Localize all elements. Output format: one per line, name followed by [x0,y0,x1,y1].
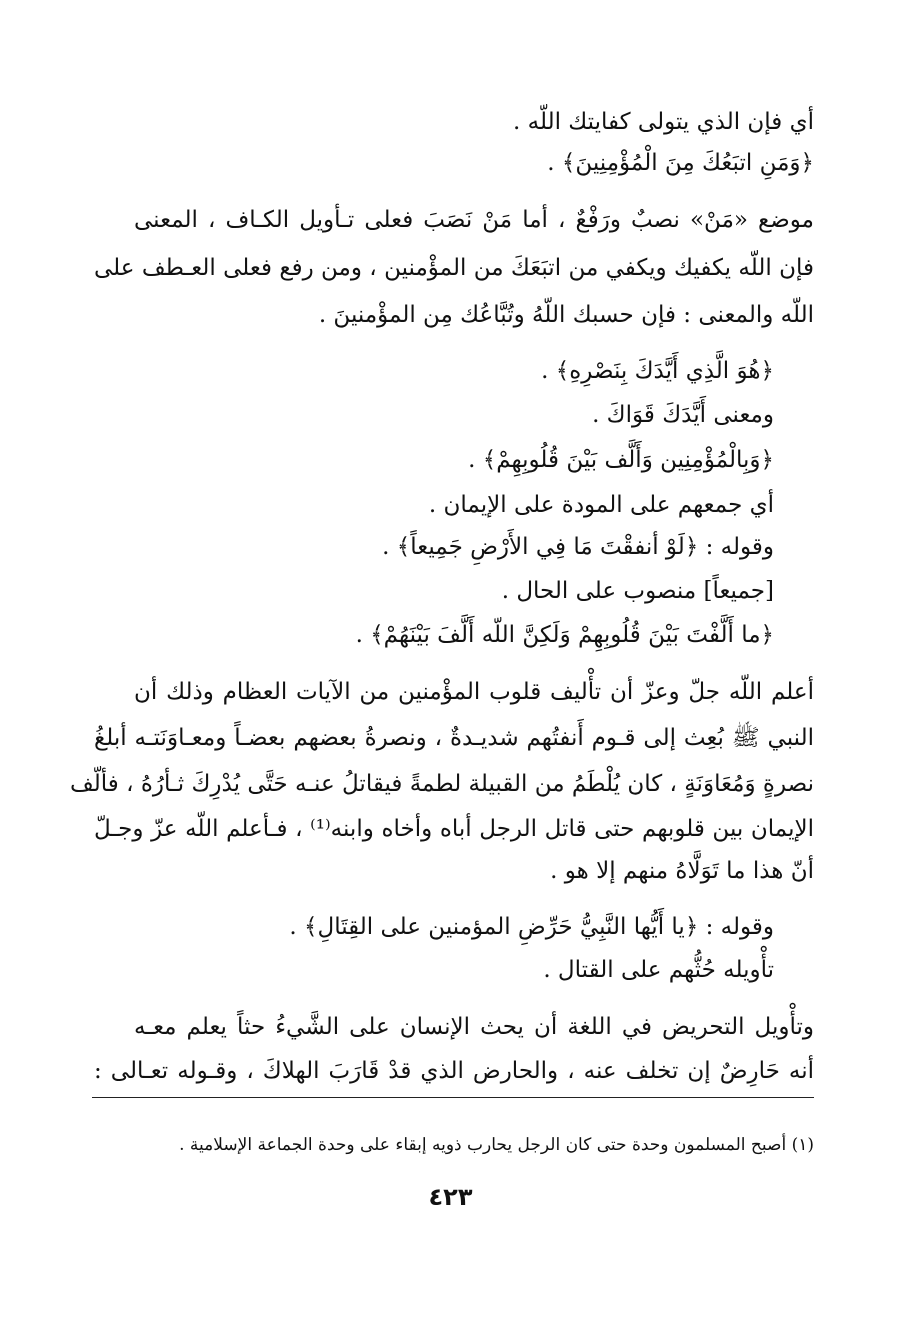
paragraph-2-line-5: أنّ هذا ما تَوَلَّاهُ منهم إلا هو . [550,858,814,884]
text-line-2: ومعنى أَيَّدَكَ قَوَاكَ . [592,402,774,428]
paragraph-2-line-2: النبي ﷺ بُعِث إلى قـوم أَنفتُهم شديـدةٌ ، ونصرةُ بعضهم بعضـاً ومعـاوَنَتـه أبلغُ [94,725,814,751]
paragraph-3-line-2: أنه حَارِضٌ إن تخلف عنه ، والحارض الذي قدْ قَارَبَ الهلاكَ ، وقـوله تعـالى : [94,1058,814,1084]
paragraph-2-line-1: أعلم اللّه جلّ وعزّ أن تأْليف قلوب المؤْمنين من الآيات العظام وذلك أن [134,679,814,705]
quran-verse-5: ﴿ما أَلَّفْتَ بَيْنَ قُلُوبِهِمْ وَلَكِنَّ اللّه أَلَّفَ بَيْنَهُمْ﴾ . [355,622,774,648]
quran-verse-3: ﴿وَبِالْمُؤْمِنِين وَأَلَّف بَيْنَ قُلُوبِهِمْ﴾ . [468,447,774,473]
quran-verse-6: وقوله : ﴿يا أَيُّها النَّبِيُّ حَرِّضِ المؤمنين على القِتَالِ﴾ . [289,914,774,940]
paragraph-2-line-3: نصرةٍ وَمُعَاوَنَةٍ ، كان يُلْطَمُ من القبيلة لطمةً فيقاتلُ عنـه حَتَّى يُدْرِكَ ثـأرُهُ ، فألّف [69,771,814,797]
text-line-4: [جميعاً] منصوب على الحال . [501,578,774,604]
paragraph-1-line-2: فإن اللّه يكفيك ويكفي من اتبَعَكَ من المؤْمنين ، ومن رفع فعلى العـطف على [94,255,814,281]
text-line-5: تأْويله حُثُّهم على القتال . [543,957,774,983]
text-line-1: أي فإن الذي يتولى كفايتك اللّه . [513,109,814,135]
quran-verse-4: وقوله : ﴿لَوْ أنفقْتَ مَا فِي الأَرْضِ جَمِيعاً﴾ . [382,534,774,560]
quran-verse-1: ﴿وَمَنِ اتبَعُكَ مِنَ الْمُؤْمِنِينَ﴾ . [547,150,814,176]
paragraph-2-line-4: الإيمان بين قلوبهم حتى قاتل الرجل أباه وأخاه وابنه⁽¹⁾ ، فـأعلم اللّه عزّ وجـلّ [94,816,814,842]
footnote-divider [92,1097,814,1098]
paragraph-1-line-3: اللّه والمعنى : فإن حسبك اللّهُ وتُبَّاعُك مِن المؤْمنينَ . [318,302,814,328]
page-number: ٤٢٣ [428,1183,473,1211]
quran-verse-2: ﴿هُوَ الَّذِي أَيَّدَكَ بِنَصْرِهِ﴾ . [541,358,774,384]
text-line-3: أي جمعهم على المودة على الإيمان . [428,492,774,518]
paragraph-1-line-1: موضع «مَنْ» نصبٌ ورَفْعٌ ، أما مَنْ نَصَبَ فعلى تـأويل الكـاف ، المعنى [134,207,814,233]
footnote: (١) أصبح المسلمون وحدة حتى كان الرجل يحارب ذويه إبقاء على وحدة الجماعة الإسلامية . [179,1135,814,1155]
paragraph-3-line-1: وتأْويل التحريض في اللغة أن يحث الإنسان على الشَّيءُ حثاً يعلم معـه [134,1014,814,1040]
